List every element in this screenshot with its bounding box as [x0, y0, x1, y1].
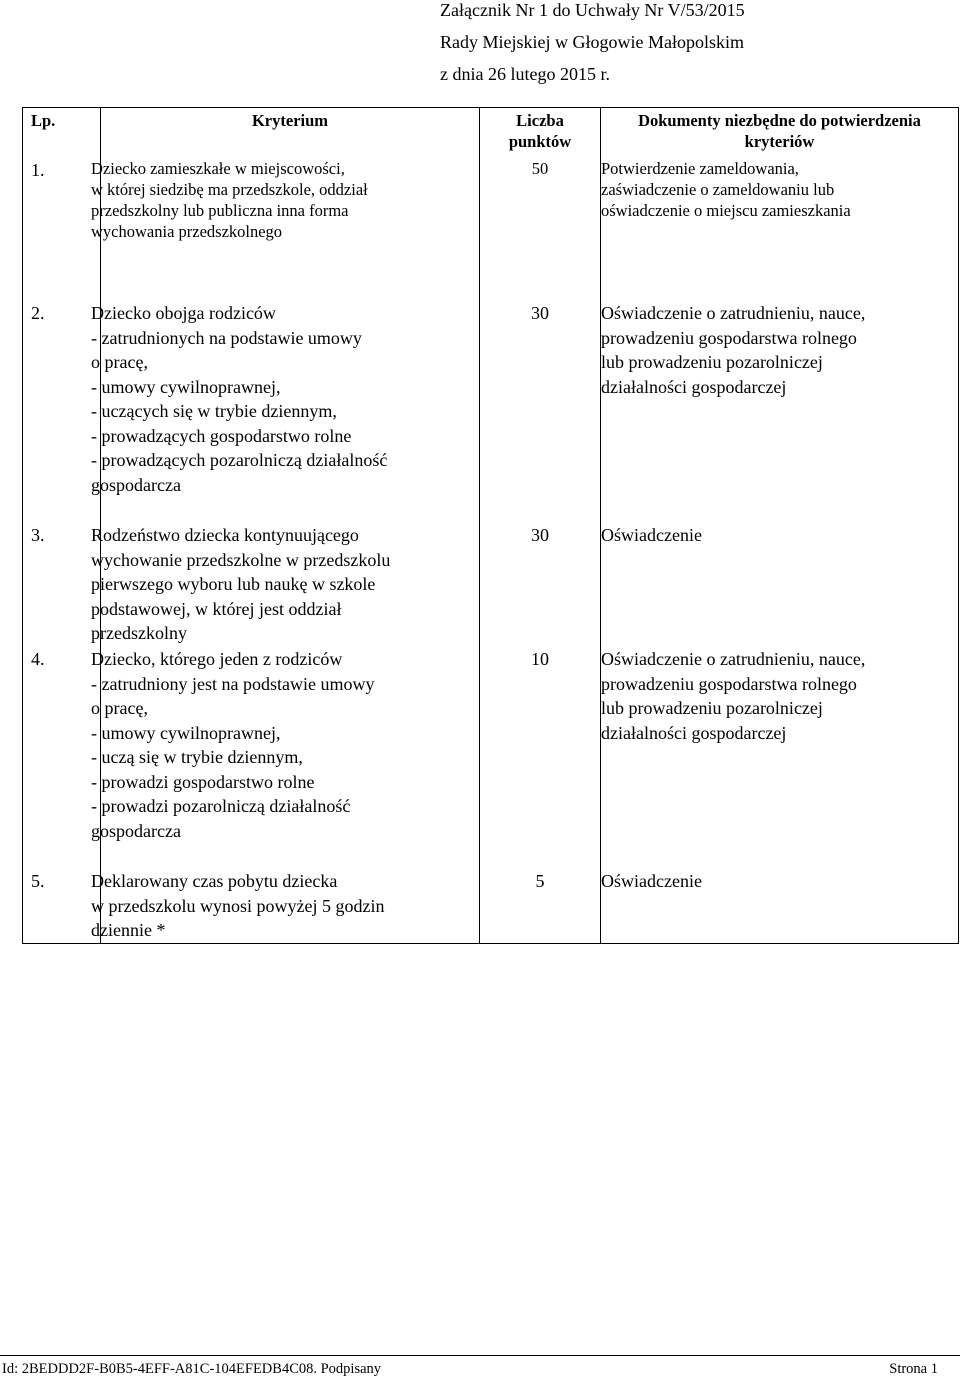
dokumenty-line: prowadzeniu gospodarstwa rolnego [601, 673, 857, 694]
row-punkty: 30 [480, 301, 601, 523]
row-dokumenty [601, 158, 959, 301]
kryterium-line: w której siedzibę ma przedszkole, oddział [91, 180, 368, 199]
kryterium-line: o pracę, [91, 698, 148, 718]
kryterium-line: - umowy cywilnoprawnej, [91, 376, 281, 397]
table-row [23, 301, 959, 523]
row-kryterium [91, 523, 470, 647]
table-row [23, 523, 959, 647]
row-lp: 3. [31, 525, 45, 545]
kryterium-line: - prowadzi gospodarstwo rolne [91, 771, 315, 792]
dokumenty-line: Oświadczenie [601, 871, 702, 891]
kryterium-line: w przedszkolu wynosi powyżej 5 godzin [91, 895, 385, 916]
row-kryterium [91, 158, 470, 301]
row-punkty: 50 [480, 158, 601, 301]
dokumenty-line: lub prowadzeniu pozarolniczej [601, 698, 823, 718]
row-lp-cell [23, 869, 101, 943]
page-footer [0, 1355, 960, 1379]
header-dokumenty [601, 108, 959, 159]
kryterium-line: Dziecko obojga rodziców [91, 303, 276, 323]
header-date: z dnia 26 lutego 2015 r. [440, 64, 610, 84]
kryterium-line: - uczą się w trybie dziennym, [91, 747, 303, 767]
dokumenty-line: działalności gospodarczej [601, 376, 787, 397]
row-kryterium [91, 301, 470, 523]
row-punkty: 5 [480, 869, 601, 943]
kryterium-line: - zatrudnionych na podstawie umowy [91, 327, 362, 348]
kryterium-line: pierwszego wyboru lub naukę w szkole [91, 574, 376, 594]
dokumenty-line: działalności gospodarczej [601, 722, 787, 743]
kryterium-line: o pracę, [91, 352, 148, 372]
header-kryterium: Kryterium [101, 108, 480, 159]
row-lp: 4. [31, 649, 45, 669]
header-council-name: Rady Miejskiej w Głogowie Małopolskim [440, 32, 744, 52]
row-kryterium [91, 647, 470, 869]
row-dokumenty [601, 301, 959, 523]
row-punkty: 30 [480, 523, 601, 647]
kryterium-line: przedszkolny lub publiczna inna forma [91, 201, 349, 220]
table-row [23, 158, 959, 301]
criteria-table [22, 107, 959, 944]
row-kryterium [91, 869, 470, 943]
row-dokumenty [601, 523, 959, 647]
kryterium-line: dziennie * [91, 920, 166, 940]
header-dokumenty-line2: kryteriów [744, 132, 815, 151]
kryterium-line: - prowadzi pozarolniczą działalność [91, 796, 351, 816]
kryterium-line: Dziecko, którego jeden z rodziców [91, 649, 343, 669]
kryterium-line: gospodarcza [91, 474, 181, 495]
kryterium-line: podstawowej, w której jest oddział [91, 598, 342, 619]
dokumenty-line: oświadczenie o miejscu zamieszkania [601, 201, 851, 220]
table-row [23, 869, 959, 943]
kryterium-line: - prowadzących gospodarstwo rolne [91, 425, 352, 446]
table-row [23, 647, 959, 869]
dokumenty-line: Oświadczenie o zatrudnieniu, nauce, [601, 303, 866, 323]
row-lp-cell [23, 647, 101, 869]
kryterium-line: wychowania przedszkolnego [91, 222, 283, 241]
row-lp: 5. [31, 871, 45, 891]
document-id: Id: 2BEDDD2F-B0B5-4EFF-A81C-104EFEDB4C08. Podpisany [2, 1361, 382, 1377]
dokumenty-line: lub prowadzeniu pozarolniczej [601, 352, 823, 372]
header-punkty-line2: punktów [508, 132, 572, 151]
header-annex-title: Załącznik Nr 1 do Uchwały Nr V/53/2015 [440, 0, 745, 20]
row-lp: 2. [31, 303, 45, 323]
kryterium-line: - zatrudniony jest na podstawie umowy [91, 673, 375, 694]
page-number: Strona 1 [889, 1361, 938, 1377]
kryterium-line: wychowanie przedszkolne w przedszkolu [91, 549, 391, 570]
kryterium-line: Dziecko zamieszkałe w miejscowości, [91, 159, 345, 178]
dokumenty-line: prowadzeniu gospodarstwa rolnego [601, 327, 857, 348]
table-header-row [23, 108, 959, 159]
kryterium-line: - uczących się w trybie dziennym, [91, 401, 337, 421]
kryterium-line: przedszkolny [91, 623, 187, 643]
header-lp: Lp. [23, 108, 101, 159]
dokumenty-line: Oświadczenie o zatrudnieniu, nauce, [601, 649, 866, 669]
row-punkty: 10 [480, 647, 601, 869]
row-lp: 1. [31, 160, 45, 180]
dokumenty-line: Oświadczenie [601, 525, 702, 545]
header-punkty-line1: Liczba [516, 111, 564, 130]
row-lp-cell [23, 158, 101, 301]
row-dokumenty [601, 869, 959, 943]
kryterium-line: Deklarowany czas pobytu dziecka [91, 871, 338, 891]
header-dokumenty-line1: Dokumenty niezbędne do potwierdzenia [638, 111, 921, 130]
kryterium-line: gospodarcza [91, 820, 181, 841]
dokumenty-line: Potwierdzenie zameldowania, [601, 159, 799, 178]
row-dokumenty [601, 647, 959, 869]
kryterium-line: Rodzeństwo dziecka kontynuującego [91, 525, 359, 545]
header-punkty [480, 108, 601, 159]
row-lp-cell [23, 301, 101, 523]
kryterium-line: - prowadzących pozarolniczą działalność [91, 450, 388, 470]
kryterium-line: - umowy cywilnoprawnej, [91, 722, 281, 743]
row-lp-cell [23, 523, 101, 647]
dokumenty-line: zaświadczenie o zameldowaniu lub [601, 180, 835, 199]
